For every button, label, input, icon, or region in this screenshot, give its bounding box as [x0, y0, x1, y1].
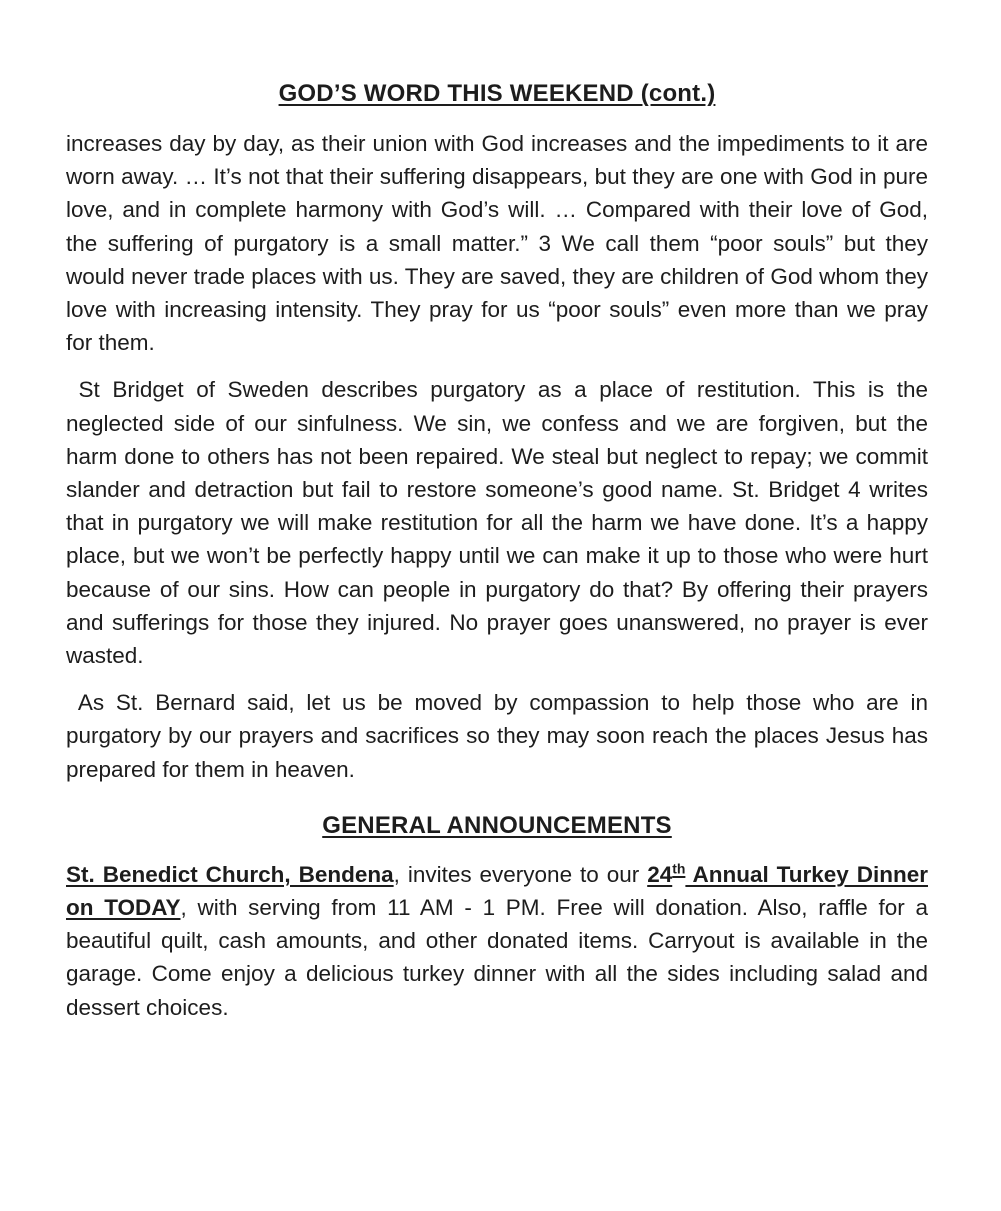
dinner-number: 24	[647, 861, 673, 887]
section-heading-general-announcements	[66, 812, 928, 840]
dinner-title: Annual Turkey Dinner on TODAY	[66, 861, 928, 921]
paragraph-turkey-dinner-announcement	[66, 858, 928, 1024]
church-name: St. Benedict Church, Bendena	[66, 861, 394, 887]
section-heading-gods-word	[66, 80, 928, 108]
section-heading-general-announcements-text: GENERAL ANNOUNCEMENTS	[322, 811, 672, 839]
text-segment: , invites everyone to our	[393, 861, 648, 887]
paragraph-st-bernard: As St. Bernard said, let us be moved by compassion to help those who are in purgatory by our prayers and sacrifices so they may soon reach the places Jesus has prepared for them in heaven.	[66, 690, 928, 782]
paragraph-purgatory-union: increases day by day, as their union with God increases and the impediments to it are worn away. … It’s not that their suffering disappears, but they are one with God in pure love, and in complete harmony with God’s will. … Compared with their love of God, the suffering of purgatory is a small matter.” 3 We call them “poor souls” but they would never trade places with us. They are saved, they are children of God whom they love with increasing intensity. They pray for us “poor souls” even more than we pray for them.	[66, 131, 928, 356]
dinner-number-ordinal: th	[672, 860, 686, 877]
section-heading-gods-word-text: GOD’S WORD THIS WEEKEND (cont.)	[278, 80, 716, 107]
text-segment: , with serving from 11 AM - 1 PM. Free will donation. Also, raffle for a beautiful quilt, cash amounts, and other donated items. Carryout is available in the garage. Come enjoy a delicious turkey dinner with all the sides including salad and dessert choices.	[66, 895, 928, 1020]
paragraph-st-bridget: St Bridget of Sweden describes purgatory as a place of restitution. This is the neglected side of our sinfulness. We sin, we confess and we are forgiven, but the harm done to others has not been repaired. We steal but neglect to repay; we commit slander and detraction but fail to restore someone’s good name. St. Bridget 4 writes that in purgatory we will make restitution for all the harm we have done. It’s a happy place, but we won’t be perfectly happy until we can make it up to those who were hurt because of our sins. How can people in purgatory do that? By offering their prayers and sufferings for those they injured. No prayer goes unanswered, no prayer is ever wasted.	[66, 377, 928, 669]
